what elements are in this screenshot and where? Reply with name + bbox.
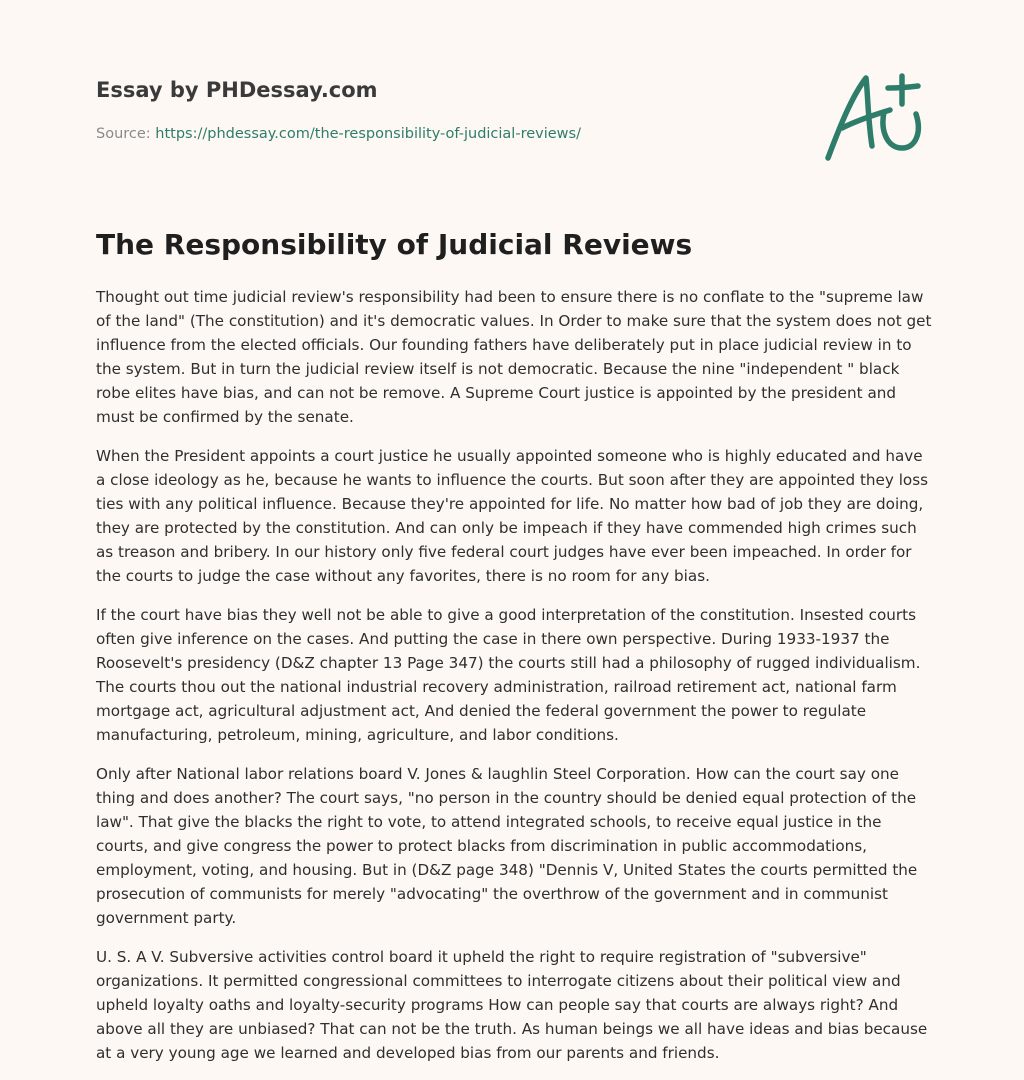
source-link[interactable]: https://phdessay.com/the-responsibility-of-judicial-reviews/ [155, 126, 581, 142]
source-line [96, 124, 796, 144]
brand-title: Essay by PHDessay.com [96, 78, 378, 102]
essay-paragraph: U. S. A V. Subversive activities control board it upheld the right to require registration of "subversive" organizations. It permitted congressional committees to interrogate citizens about their political view and upheld loyalty oaths and loyalty-security programs How can people say that courts are always right? And above all they are unbiased? That can not be the truth. As human beings we all have ideas and bias because at a very young age we learned and developed bias from our parents and friends. [96, 948, 928, 1062]
essay-paragraph: When the President appoints a court justice he usually appointed someone who is highly educated and have a close ideology as he, because he wants to influence the courts. But soon after they are appointed they loss ties with any political influence. Because they're appointed for life. No matter how bad of job they are doing, they are protected by the constitution. And can only be impeach if they have commended high crimes such as treason and bribery. In our history only five federal court judges have ever been impeached. In order for the courts to judge the case without any favorites, there is no room for any bias. [96, 447, 929, 585]
source-label: Source: [96, 126, 151, 142]
page-header [96, 76, 796, 144]
a-plus-grade-icon [818, 66, 930, 166]
essay-paragraph: Thought out time judicial review's responsibility had been to ensure there is no conflate to the "supreme law of the land" (The constitution) and it's democratic values. In Order to make sure that the system does not get influence from the elected officials. Our founding fathers have deliberately put in place judicial review in to the system. But in turn the judicial review itself is not democratic. Because the nine "independent " black robe elites have bias, and can not be remove. A Supreme Court justice is appointed by the president and must be confirmed by the senate. [96, 288, 932, 426]
essay-paragraph: If the court have bias they well not be able to give a good interpretation of the constitution. Insested courts often give inference on the cases. And putting the case in there own perspective. During 1933-1937 the Roosevelt's presidency (D&Z chapter 13 Page 347) the courts still had a philosophy of rugged individualism. The courts thou out the national industrial recovery administration, railroad retirement act, national farm mortgage act, agricultural adjustment act, And denied the federal government the power to regulate manufacturing, petroleum, mining, agriculture, and labor conditions. [96, 606, 921, 744]
essay-body [96, 285, 932, 1080]
essay-paragraph: Only after National labor relations board V. Jones & laughlin Steel Corporation. How can the court say one thing and does another? The court says, "no person in the country should be denied equal protection of the law". That give the blacks the right to vote, to attend integrated schools, to receive equal justice in the courts, and give congress the power to protect blacks from discrimination in public accommodations, employment, voting, and housing. But in (D&Z page 348) "Dennis V, United States the courts permitted the prosecution of communists for merely "advocating" the overthrow of the government and in communist government party. [96, 765, 918, 927]
essay-title: The Responsibility of Judicial Reviews [96, 228, 693, 261]
